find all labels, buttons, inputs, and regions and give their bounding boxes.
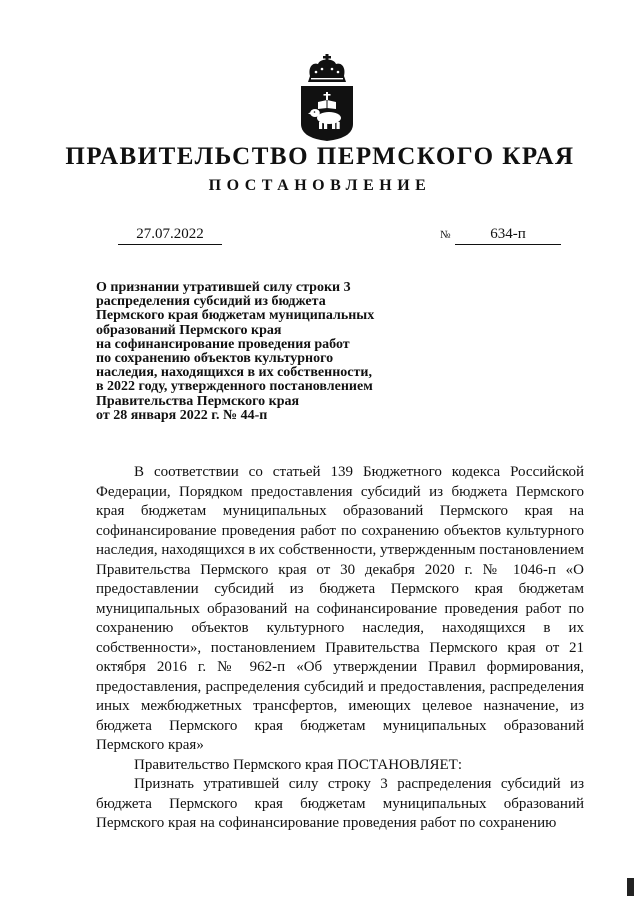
perm-krai-coat-of-arms-icon <box>296 52 358 142</box>
document-date: 27.07.2022 <box>118 225 222 245</box>
subject-line: наследия, находящихся в их собственности, <box>96 365 372 381</box>
document-number: 634-п <box>455 225 561 245</box>
subject-line: от 28 января 2022 г. № 44-п <box>96 407 268 423</box>
government-title: ПРАВИТЕЛЬСТВО ПЕРМСКОГО КРАЯ <box>65 143 575 170</box>
document-subject <box>96 281 416 423</box>
subject-line: О признании утратившей силу строки 3 <box>96 280 351 295</box>
subject-line: распределения субсидий из бюджета <box>96 294 326 310</box>
subject-line: в 2022 году, утвержденного постановлением <box>96 379 373 395</box>
body-paragraph-decision: Признать утратившей силу строку 3 распределения субсидий из бюджета Пермского края бюджетам муниципальных образований Пермского края на софинансирование проведения работ по сохранению <box>96 776 584 831</box>
body-paragraph-legal-basis: В соответствии со статьей 139 Бюджетного кодекса Российской Федерации, Порядком предоставления субсидий из бюджета Пермского края бюджетам муниципальных образований Пермского края на софинансирование проведения работ по сохранению объектов культурного наследия, находящихся в их собственности, утвержденным постановлением Правительства Пермского края от 30 декабря 2020 г. № 1046-п «О предоставлении субсидий из бюджета Пермского края бюджетам муниципальных образований на софинансирование проведения работ по сохранению объектов культурного наследия, находящихся в их собственности», постановлением Правительства Пермского края от 21 октября 2016 г. № 962-п «Об утверждении Правил формирования, предоставления, распределения субсидий и предоставления, распределения иных межбюджетных трансфертов, имеющих целевое назначение, из бюджета Пермского края бюджетам муниципальных образований Пермского края» <box>96 464 584 753</box>
subject-line: на софинансирование проведения работ <box>96 336 350 352</box>
document-type-title: ПОСТАНОВЛЕНИЕ <box>208 177 432 194</box>
number-sign: № <box>440 229 451 241</box>
scan-edge-mark <box>627 878 634 896</box>
subject-line: образований Пермского края <box>96 322 282 338</box>
subject-line: Пермского края бюджетам муниципальных <box>96 308 375 324</box>
body-paragraph-resolves: Правительство Пермского края ПОСТАНОВЛЯЕТ: <box>134 756 463 773</box>
document-body <box>96 463 584 834</box>
subject-line: Правительства Пермского края <box>96 393 300 409</box>
subject-line: по сохранению объектов культурного <box>96 351 334 367</box>
